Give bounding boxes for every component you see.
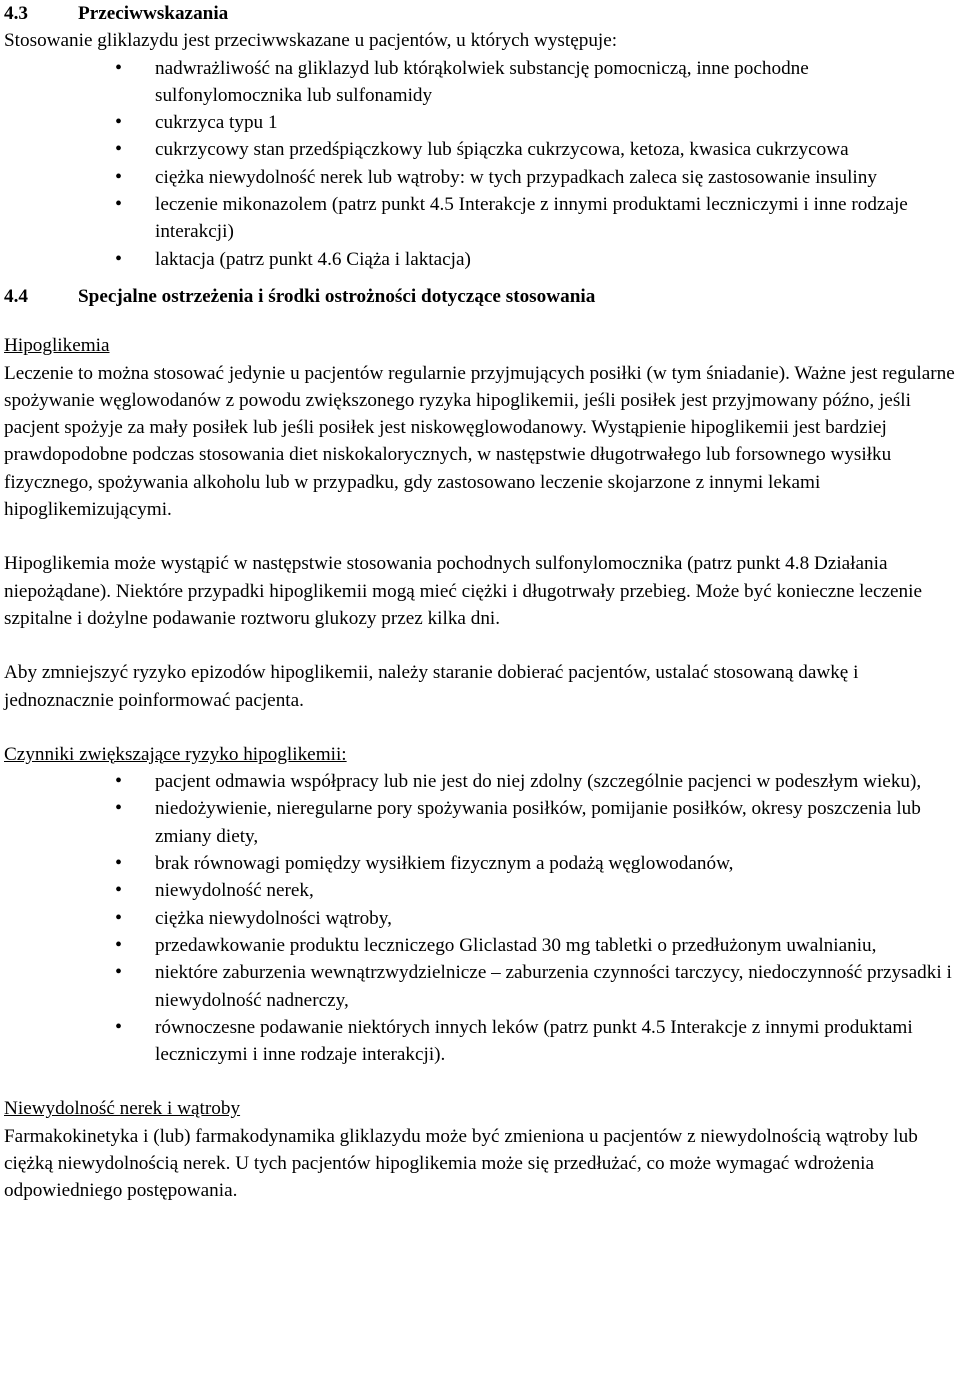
renal-hepatic-paragraph: Farmakokinetyka i (lub) farmakodynamika gliklazydu może być zmieniona u pacjentów z niewydolnością wątroby lub ciężką niewydolnością nerek. U tych pacjentów hipoglikemia może się przedłużać, co może wymagać wdrożenia odpowiedniego postępowania.: [4, 1125, 918, 1202]
section-title: Specjalne ostrzeżenia i środki ostrożności dotyczące stosowania: [78, 285, 596, 307]
hypoglycemia-paragraph-3: Aby zmniejszyć ryzyko epizodów hipoglikemii, należy staranie dobierać pacjentów, ustalać stosowaną dawkę i jednoznacznie poinformować pacjenta.: [4, 662, 859, 711]
list-item: • niewydolność nerek,: [155, 877, 956, 904]
list-item: • niedożywienie, nieregularne pory spożywania posiłków, pomijanie posiłków, okresy poszczenia lub zmiany diety,: [155, 795, 956, 850]
list-item: • ciężka niewydolność nerek lub wątroby: w tych przypadkach zaleca się zastosowanie insuliny: [155, 164, 956, 191]
section-title: Przeciwwskazania: [78, 3, 229, 24]
list-item: • cukrzycowy stan przedśpiączkowy lub śpiączka cukrzycowa, ketoza, kwasica cukrzycowa: [155, 136, 956, 163]
list-item: • laktacja (patrz punkt 4.6 Ciąża i laktacja): [155, 246, 956, 273]
list-item: • pacjent odmawia współpracy lub nie jest do niej zdolny (szczególnie pacjenci w podeszłym wieku),: [155, 768, 956, 795]
list-item: • brak równowagi pomiędzy wysiłkiem fizycznym a podażą węglowodanów,: [155, 850, 956, 877]
document-page: [4, 0, 956, 1205]
list-item: • leczenie mikonazolem (patrz punkt 4.5 Interakcje z innymi produktami leczniczymi i inne rodzaje interakcji): [155, 191, 956, 246]
list-item: • cukrzyca typu 1: [155, 109, 956, 136]
list-item: • ciężka niewydolności wątroby,: [155, 905, 956, 932]
contraindications-intro: Stosowanie gliklazydu jest przeciwwskazane u pacjentów, u których występuje:: [4, 30, 618, 52]
risk-factors-list: [4, 768, 956, 1068]
list-item: • nadwrażliwość na gliklazyd lub którąkolwiek substancję pomocniczą, inne pochodne sulfonylomocznika lub sulfonamidy: [155, 55, 956, 110]
list-item: • równoczesne podawanie niektórych innych leków (patrz punkt 4.5 Interakcje z innymi produktami leczniczymi i inne rodzaje interakcji).: [155, 1014, 956, 1069]
section-number: 4.4: [4, 285, 28, 307]
renal-hepatic-subheading: Niewydolność nerek i wątroby: [4, 1098, 241, 1120]
section-number: 4.3: [4, 3, 28, 24]
risk-factors-subheading: Czynniki zwiększające ryzyko hipoglikemii:: [4, 743, 347, 765]
section-heading-4-4: [4, 283, 956, 310]
contraindications-list: [4, 55, 956, 273]
hypoglycemia-paragraph-1: Leczenie to można stosować jedynie u pacjentów regularnie przyjmujących posiłki (w tym śniadanie). Ważne jest regularne spożywanie węglowodanów z powodu zwiększonego ryzyka hipoglikemii, jeśli posiłek jest przyjmowany późno, jeśli pacjent spożyje za mały posiłek lub jeśli posiłek jest niskowęglowodanowy. Wystąpienie hipoglikemii jest bardziej prawdopodobne podczas stosowania diet niskokalorycznych, w następstwie długotrwałego lub forsownego wysiłku fizycznego, spożywania alkoholu lub w przypadku, gdy zastosowano leczenie skojarzone z innymi lekami hipoglikemizującymi.: [4, 362, 955, 521]
list-item: • niektóre zaburzenia wewnątrzwydzielnicze – zaburzenia czynności tarczycy, niedoczynność przysadki i niewydolność nadnerczy,: [155, 959, 956, 1014]
hypoglycemia-paragraph-2: Hipoglikemia może wystąpić w następstwie stosowania pochodnych sulfonylomocznika (patrz punkt 4.8 Działania niepożądane). Niektóre przypadki hipoglikemii mogą mieć ciężki i długotrwały przebieg. Może być konieczne leczenie szpitalne i dożylne podawanie roztworu glukozy przez kilka dni.: [4, 553, 922, 629]
hypoglycemia-subheading: Hipoglikemia: [4, 335, 110, 357]
section-heading-4-3: [4, 0, 956, 27]
list-item: • przedawkowanie produktu leczniczego Gliclastad 30 mg tabletki o przedłużonym uwalnianiu,: [155, 932, 956, 959]
